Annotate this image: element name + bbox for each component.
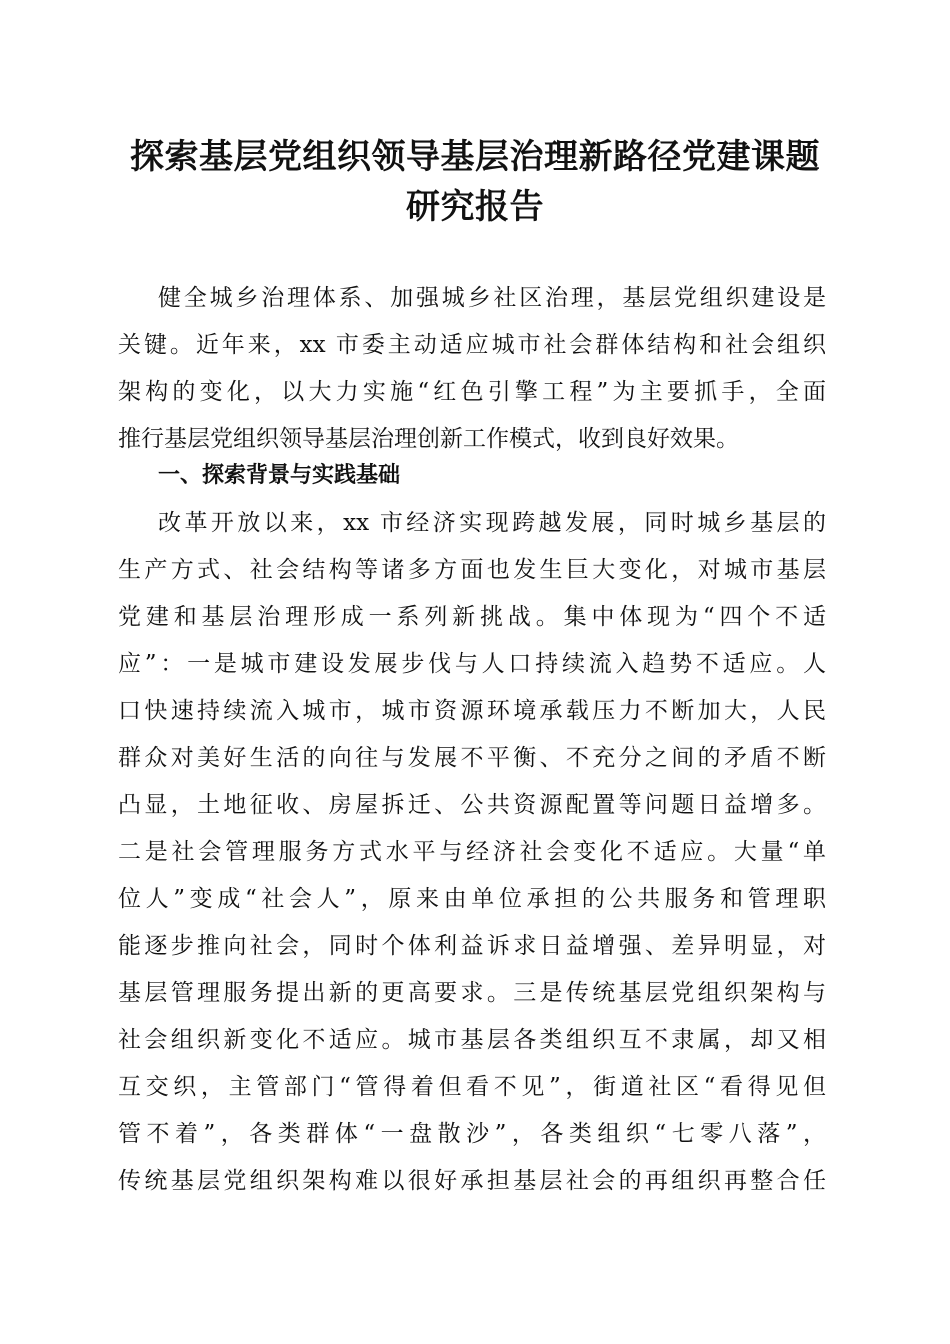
section-1-heading: 一、探索背景与实践基础 — [158, 463, 401, 488]
section-1-line-10: 能逐步推向社会，同时个体利益诉求日益增强、差异明显，对 — [118, 933, 826, 959]
title-line-1: 探索基层党组织领导基层治理新路径党建课题 — [130, 137, 820, 177]
section-1-line-1: 改革开放以来，xx 市经济实现跨越发展，同时城乡基层的 — [158, 510, 826, 536]
intro-line-4: 推行基层党组织领导基层治理创新工作模式，收到良好效果。 — [118, 426, 739, 452]
section-1-line-14: 管不着”，各类群体“一盘散沙”，各类组织“七零八落”， — [118, 1121, 826, 1147]
section-1-line-15: 传统基层党组织架构难以很好承担基层社会的再组织再整合任 — [118, 1168, 826, 1194]
intro-line-2: 关键。近年来，xx 市委主动适应城市社会群体结构和社会组织 — [118, 332, 826, 358]
section-1-line-4: 应”：一是城市建设发展步伐与人口持续流入趋势不适应。人 — [118, 651, 826, 677]
section-1-line-9: 位人”变成“社会人”，原来由单位承担的公共服务和管理职 — [118, 886, 826, 912]
section-1-line-3: 党建和基层治理形成一系列新挑战。集中体现为“四个不适 — [118, 604, 826, 630]
section-1-line-11: 基层管理服务提出新的更高要求。三是传统基层党组织架构与 — [118, 980, 826, 1006]
section-1-line-6: 群众对美好生活的向往与发展不平衡、不充分之间的矛盾不断 — [118, 745, 826, 771]
section-1-line-8: 二是社会管理服务方式水平与经济社会变化不适应。大量“单 — [118, 839, 826, 865]
intro-line-3: 架构的变化，以大力实施“红色引擎工程”为主要抓手，全面 — [118, 379, 826, 405]
section-1-line-7: 凸显，土地征收、房屋拆迁、公共资源配置等问题日益增多。 — [118, 792, 826, 818]
section-1-line-13: 互交织，主管部门“管得着但看不见”，街道社区“看得见但 — [118, 1074, 826, 1100]
intro-line-1: 健全城乡治理体系、加强城乡社区治理，基层党组织建设是 — [158, 285, 826, 311]
section-1-line-12: 社会组织新变化不适应。城市基层各类组织互不隶属，却又相 — [118, 1027, 826, 1053]
title-line-2: 研究报告 — [406, 187, 544, 227]
section-1-line-5: 口快速持续流入城市，城市资源环境承载压力不断加大，人民 — [118, 698, 826, 724]
document-title — [100, 132, 850, 232]
section-1-line-2: 生产方式、社会结构等诸多方面也发生巨大变化，对城市基层 — [118, 557, 826, 583]
